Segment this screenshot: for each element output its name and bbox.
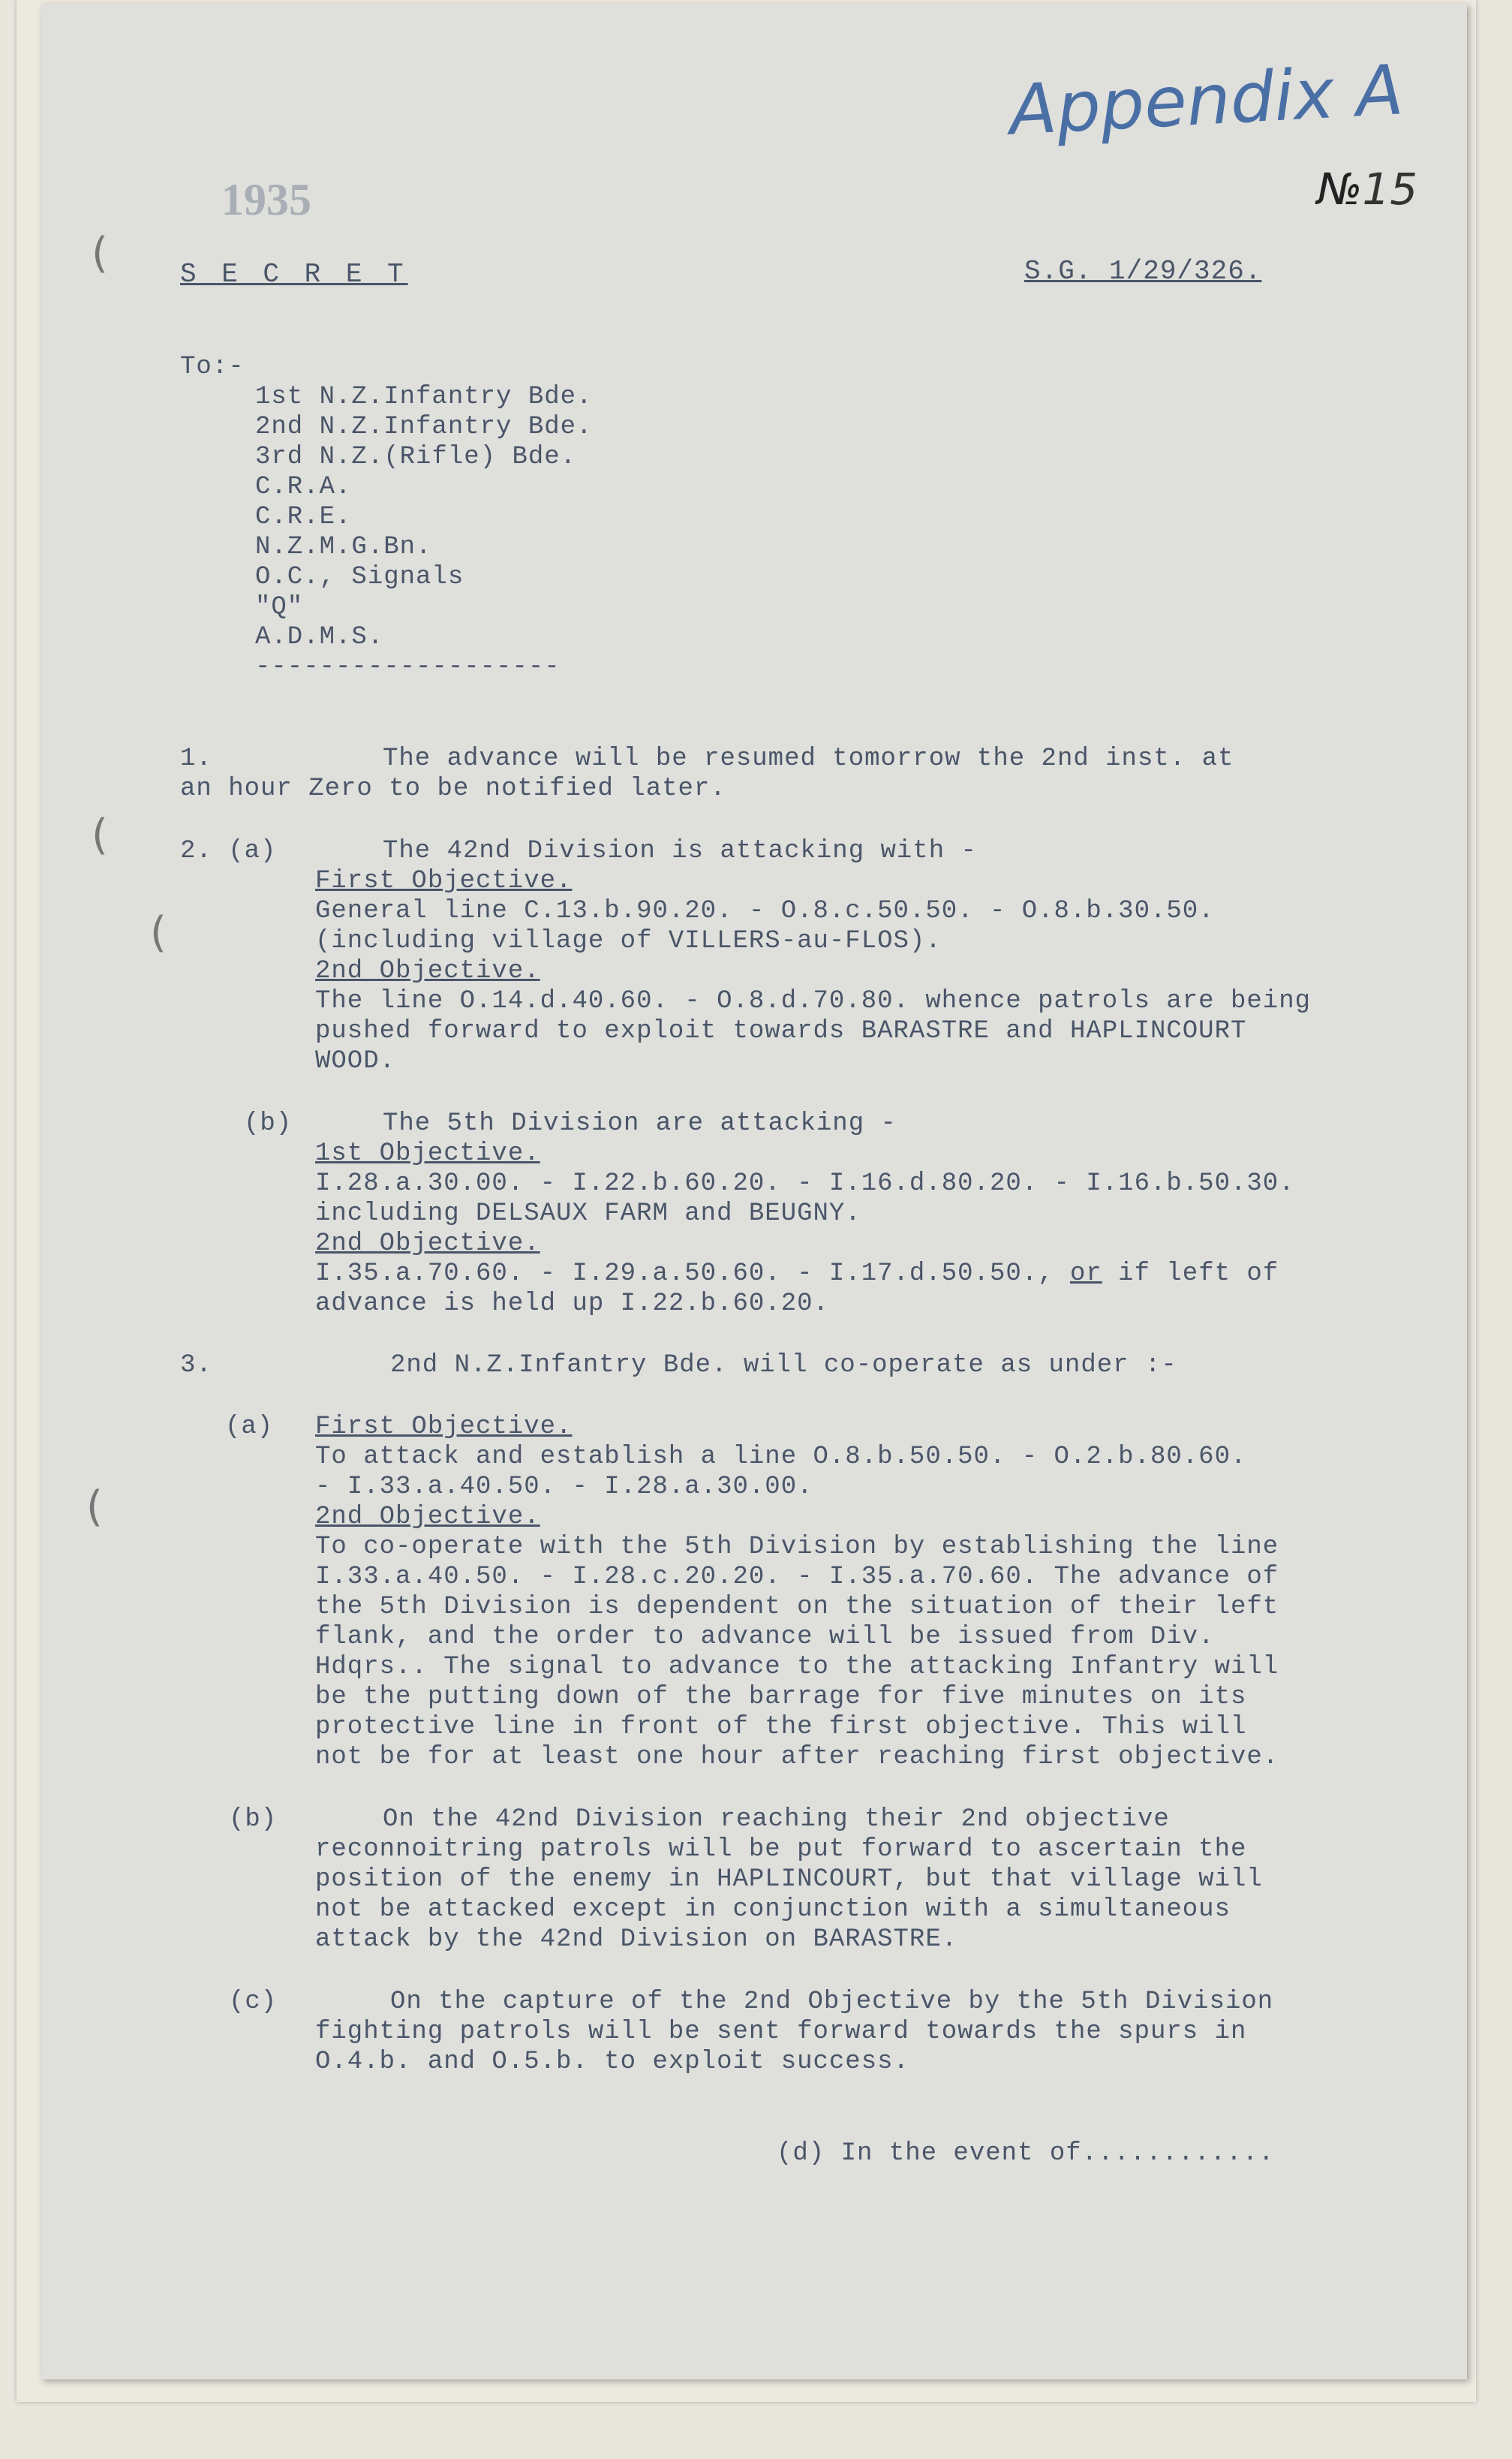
- para-text: fighting patrols will be sent forward towards the spurs in: [315, 2018, 1247, 2046]
- para-text: 2nd N.Z.Infantry Bde. will co-operate as under :-: [390, 1351, 1177, 1380]
- reference-number: S.G. 1/29/326.: [1024, 256, 1262, 287]
- addressee: 3rd N.Z.(Rifle) Bde.: [255, 443, 577, 471]
- objective-heading: 2nd Objective.: [315, 1230, 540, 1258]
- para-text-part: I.35.a.70.60. - I.29.a.50.60. - I.17.d.50.50.,: [315, 1260, 1070, 1288]
- para-text: I.28.a.30.00. - I.22.b.60.20. - I.16.d.80.20. - I.16.b.50.30.: [315, 1169, 1295, 1198]
- punch-hole-mark: (: [92, 229, 108, 278]
- addressee: 2nd N.Z.Infantry Bde.: [255, 413, 593, 441]
- para-text: flank, and the order to advance will be issued from Div.: [315, 1623, 1215, 1651]
- para-text: attack by the 42nd Division on BARASTRE.: [315, 1925, 958, 1954]
- catchword: (d) In the event of............: [777, 2139, 1275, 2168]
- objective-heading: 1st Objective.: [315, 1139, 540, 1168]
- para-text: WOOD.: [315, 1047, 396, 1076]
- sub-para-number: (b): [229, 1805, 278, 1834]
- para-text: General line C.13.b.90.20. - O.8.c.50.50. - O.8.b.30.50.: [315, 897, 1215, 926]
- addressee: 1st N.Z.Infantry Bde.: [255, 383, 593, 411]
- para-text: including DELSAUX FARM and BEUGNY.: [315, 1199, 861, 1228]
- addressee: A.D.M.S.: [255, 623, 384, 652]
- para-text: - I.33.a.40.50. - I.28.a.30.00.: [315, 1473, 813, 1501]
- para-text: position of the enemy in HAPLINCOURT, but that village will: [315, 1865, 1263, 1894]
- appendix-annotation: Appendix A: [1007, 50, 1405, 151]
- para-text: The advance will be resumed tomorrow the 2nd inst. at: [383, 745, 1234, 773]
- para-text: O.4.b. and O.5.b. to exploit success.: [315, 2048, 909, 2076]
- para-text: To attack and establish a line O.8.b.50.50. - O.2.b.80.60.: [315, 1443, 1247, 1471]
- para-text: protective line in front of the first objective. This will: [315, 1713, 1247, 1741]
- addressee-rule: -------------------: [255, 653, 561, 682]
- para-number: 3.: [180, 1351, 212, 1380]
- para-text: an hour Zero to be notified later.: [180, 775, 726, 803]
- addressee: N.Z.M.G.Bn.: [255, 533, 432, 561]
- punch-hole-mark: (: [92, 811, 108, 859]
- para-text: On the capture of the 2nd Objective by the 5th Division: [390, 1988, 1274, 2016]
- para-text: The 42nd Division is attacking with -: [383, 837, 977, 865]
- page-number-annotation: №15: [1317, 164, 1418, 215]
- para-text-part: if left of: [1102, 1260, 1279, 1288]
- para-text: the 5th Division is dependent on the situation of their left: [315, 1593, 1279, 1621]
- para-text: The 5th Division are attacking -: [383, 1109, 897, 1138]
- para-text: To co-operate with the 5th Division by establishing the line: [315, 1533, 1279, 1561]
- addressee: O.C., Signals: [255, 563, 464, 591]
- punch-hole-mark: (: [86, 1482, 103, 1531]
- para-text: advance is held up I.22.b.60.20.: [315, 1290, 829, 1318]
- para-text: reconnoitring patrols will be put forward to ascertain the: [315, 1835, 1247, 1864]
- para-text: The line O.14.d.40.60. - O.8.d.70.80. whence patrols are being: [315, 987, 1312, 1016]
- para-number: 1.: [180, 745, 212, 773]
- para-text: [315, 1260, 1279, 1288]
- para-text: not be for at least one hour after reaching first objective.: [315, 1743, 1279, 1771]
- sub-para-number: (c): [229, 1988, 278, 2016]
- page-number-text: 15: [1362, 164, 1418, 215]
- addressee: C.R.A.: [255, 473, 352, 501]
- para-text: not be attacked except in conjunction with a simultaneous: [315, 1895, 1231, 1924]
- sub-para-number: (b): [244, 1109, 293, 1138]
- addressee: C.R.E.: [255, 503, 352, 531]
- para-text: (including village of VILLERS-au-FLOS).: [315, 927, 942, 956]
- addressee: "Q": [255, 593, 304, 622]
- to-label: To:-: [180, 353, 245, 381]
- objective-heading: 2nd Objective.: [315, 1503, 540, 1531]
- para-number: 2. (a): [180, 837, 277, 865]
- para-text: On the 42nd Division reaching their 2nd objective: [383, 1805, 1170, 1834]
- punch-hole-mark: (: [150, 908, 167, 957]
- objective-heading: 2nd Objective.: [315, 957, 540, 986]
- para-text: be the putting down of the barrage for five minutes on its: [315, 1683, 1247, 1711]
- para-text: I.33.a.40.50. - I.28.c.20.20. - I.35.a.70.60. The advance of: [315, 1563, 1279, 1591]
- classification: S E C R E T: [180, 259, 408, 290]
- para-text: pushed forward to exploit towards BARASTRE and HAPLINCOURT: [315, 1017, 1247, 1046]
- sub-para-number: (a): [225, 1413, 274, 1441]
- para-text: Hdqrs.. The signal to advance to the attacking Infantry will: [315, 1653, 1279, 1681]
- objective-heading: First Objective.: [315, 1413, 573, 1441]
- objective-heading: First Objective.: [315, 867, 573, 895]
- register-stamp: 1935: [221, 175, 311, 224]
- or-emphasis: or: [1069, 1260, 1102, 1288]
